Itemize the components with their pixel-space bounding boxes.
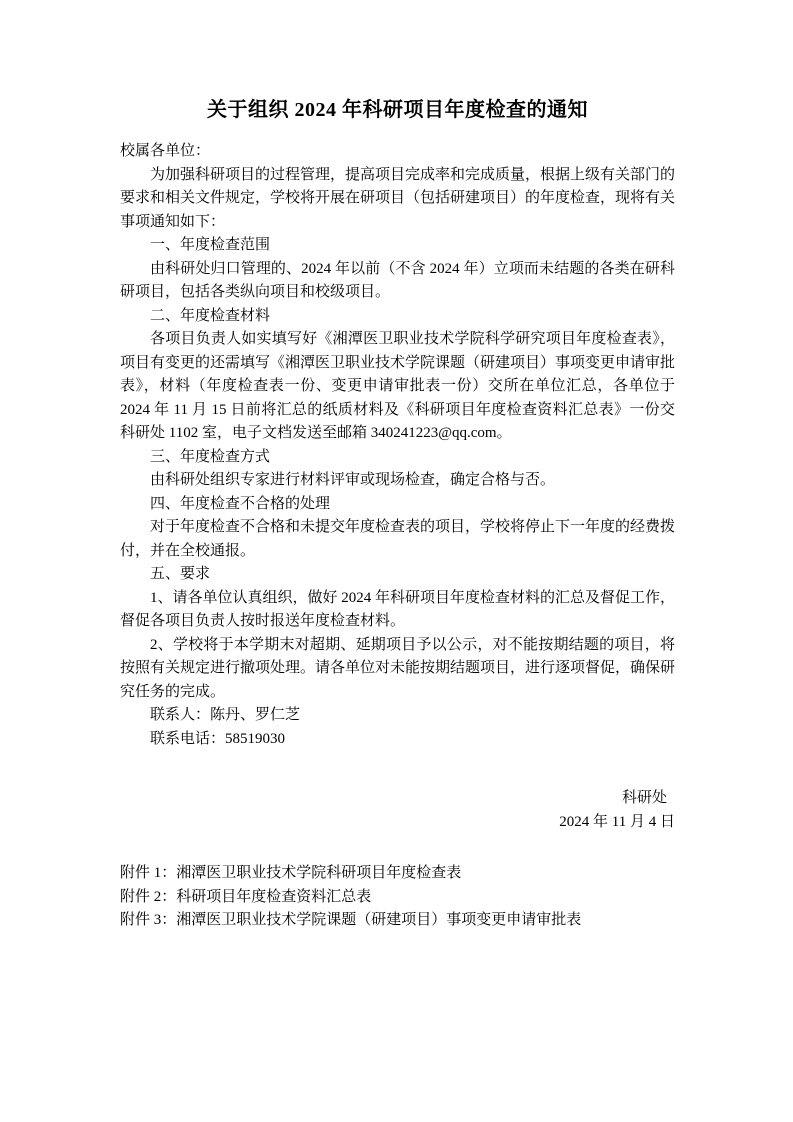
- attachment-item-2: 附件 2：科研项目年度检查资料汇总表: [120, 888, 372, 905]
- paragraph-scope: 由科研处归口管理的、2024 年以前（不含 2024 年）立项而未结题的各类在研科研项目，包括各类纵向项目和校级项目。: [120, 260, 675, 300]
- section-heading-5: 五、要求: [150, 566, 211, 582]
- document-title: 关于组织 2024 年科研项目年度检查的通知: [207, 99, 588, 121]
- paragraph-method: 由科研处组织专家进行材料评审或现场检查，确定合格与否。: [150, 472, 556, 488]
- signature-block: [120, 787, 675, 834]
- paragraph-penalty: 对于年度检查不合格和未提交年度检查表的项目，学校将停止下一年度的经费拨付，并在全校通报。: [120, 519, 676, 559]
- contact-person: 联系人：陈丹、罗仁芝: [150, 707, 301, 723]
- paragraph-intro: 为加强科研项目的过程管理，提高项目完成率和完成质量，根据上级有关部门的要求和相关文件规定，学校将开展在研项目（包括研建项目）的年度检查，现将有关事项通知如下：: [120, 166, 676, 230]
- contact-phone: 联系电话：58519030: [150, 730, 286, 747]
- paragraph-materials: 各项目负责人如实填写好《湘潭医卫职业技术学院科学研究项目年度检查表》，项目有变更的还需填写《湘潭医卫职业技术学院课题（研建项目）事项变更申请审批表》，材料（年度检查表一份、变更申请审批表一份）交所在单位汇总，各单位于 2024 年 11 月 15 日前将汇总的纸质材料及《科研项目年度检查资料汇总表》一份交科研处 1102 室，电子文档发送至邮箱 340241223@qq.com。: [120, 331, 676, 441]
- signature-unit: 科研处: [621, 790, 667, 806]
- attachment-item-3: 附件 3：湘潭医卫职业技术学院课题（研建项目）事项变更申请审批表: [120, 912, 582, 928]
- paragraph-req-1: 1、请各单位认真组织，做好 2024 年科研项目年度检查材料的汇总及督促工作，督促各项目负责人按时报送年度检查材料。: [120, 589, 676, 629]
- section-heading-2: 二、年度检查材料: [150, 307, 271, 324]
- attachments-list: [120, 862, 675, 933]
- section-heading-3: 三、年度检查方式: [150, 448, 271, 465]
- salutation: 校属各单位：: [120, 143, 211, 159]
- section-heading-4: 四、年度检查不合格的处理: [150, 495, 331, 512]
- paragraph-req-2: 2、学校将于本学期末对超期、延期项目予以公示，对不能按期结题的项目，将按照有关规定进行撤项处理。请各单位对未能按期结题项目，进行逐项督促，确保研究任务的完成。: [120, 636, 676, 700]
- attachment-item-1: 附件 1：湘潭医卫职业技术学院科研项目年度检查表: [120, 865, 462, 881]
- signature-date: 2024 年 11 月 4 日: [559, 813, 675, 830]
- section-heading-1: 一、年度检查范围: [150, 237, 271, 253]
